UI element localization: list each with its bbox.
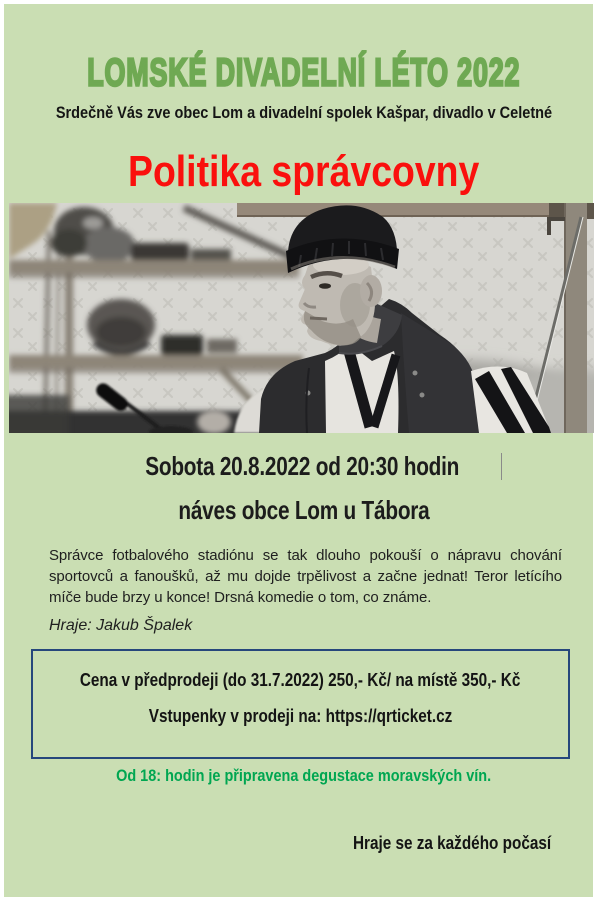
venue-line: náves obce Lom u Tábora (178, 495, 430, 525)
play-title: Politika správcovny (128, 147, 480, 196)
cast-line: Hraje: Jakub Špalek (49, 617, 193, 634)
price-line: Cena v předprodeji (do 31.7.2022) 250,- Kč/ na místě 350,- Kč (80, 670, 521, 690)
text-cursor (501, 453, 502, 480)
ticket-sale-line: Vstupenky v prodeji na: https://qrticket.cz (148, 706, 453, 726)
eye (319, 283, 331, 289)
poster-canvas (4, 4, 593, 897)
weather-note: Hraje se za každého počasí (352, 833, 551, 853)
wooden-beam (237, 203, 594, 219)
date-line: Sobota 20.8.2022 od 20:30 hodin (4, 450, 600, 482)
mouth (310, 318, 327, 319)
hand (197, 410, 231, 433)
invitation-line: Srdečně Vás zve obec Lom a divadelní spolek Kašpar, divadlo v Celetné (55, 104, 553, 122)
wine-note: Od 18: hodin je připravena degustace moravských vín. (116, 766, 492, 785)
photo-illustration (9, 203, 594, 433)
festival-title: LOMSKÉ DIVADELNÍ LÉTO 2022 (87, 50, 521, 94)
ticket-box (31, 649, 570, 759)
performance-photo (9, 203, 594, 433)
synopsis: Správce fotbalového stadiónu se tak dlouho pokouší o nápravu chování sportovců a fanoušků, až mu dojde trpělivost a začne jednat! Teror letícího míče bude brzy u konce! Drsná komedie o tom, co známe. (49, 547, 562, 606)
